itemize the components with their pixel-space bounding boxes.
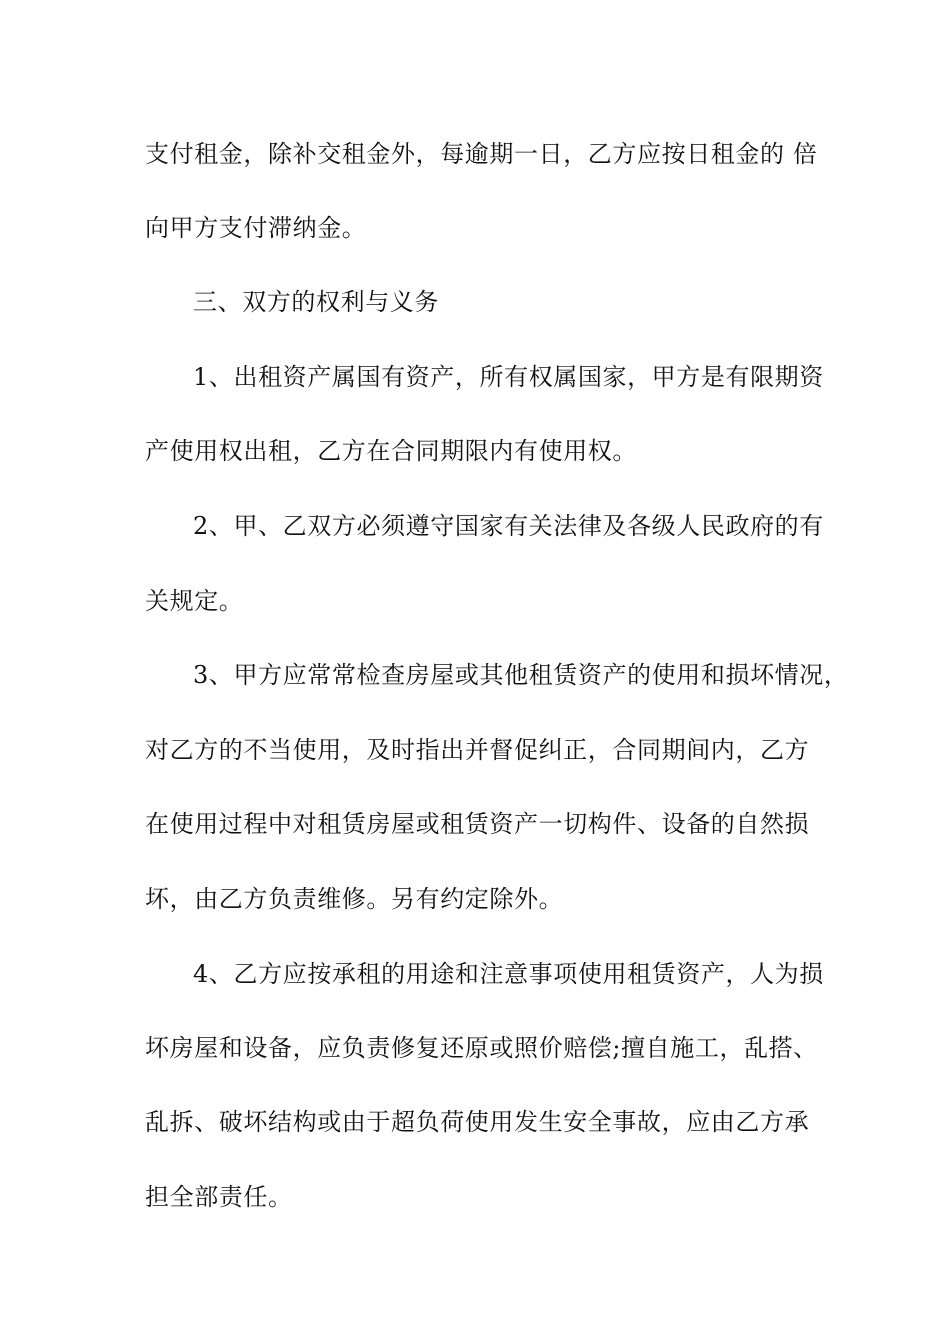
text-line: 坏，由乙方负责维修。另有约定除外。 xyxy=(145,885,564,913)
text-line: 坏房屋和设备，应负责修复还原或照价赔偿;擅自施工，乱搭、 xyxy=(145,1034,818,1062)
text-line: 担全部责任。 xyxy=(145,1183,293,1211)
text-line: 3、甲方应常常检查房屋或其他租赁资产的使用和损坏情况， xyxy=(193,661,849,689)
text-line: 乱拆、破坏结构或由于超负荷使用发生安全事故，应由乙方承 xyxy=(145,1108,810,1136)
text-line: 4、乙方应按承租的用途和注意事项使用租赁资产，人为损 xyxy=(193,960,824,988)
text-line: 2、甲、乙双方必须遵守国家有关法律及各级人民政府的有 xyxy=(193,512,824,540)
text-line: 向甲方支付滞纳金。 xyxy=(145,214,367,242)
text-line: 产使用权出租，乙方在合同期限内有使用权。 xyxy=(145,437,637,465)
text-line: 对乙方的不当使用，及时指出并督促纠正，合同期间内，乙方 xyxy=(145,736,810,764)
text-line: 1、出租资产属国有资产，所有权属国家，甲方是有限期资 xyxy=(193,363,824,391)
text-line: 在使用过程中对租赁房屋或租赁资产一切构件、设备的自然损 xyxy=(145,810,810,838)
section-heading: 三、双方的权利与义务 xyxy=(193,288,439,316)
text-line: 支付租金，除补交租金外，每逾期一日，乙方应按日租金的 倍 xyxy=(145,140,818,168)
text-line: 关规定。 xyxy=(145,587,244,615)
